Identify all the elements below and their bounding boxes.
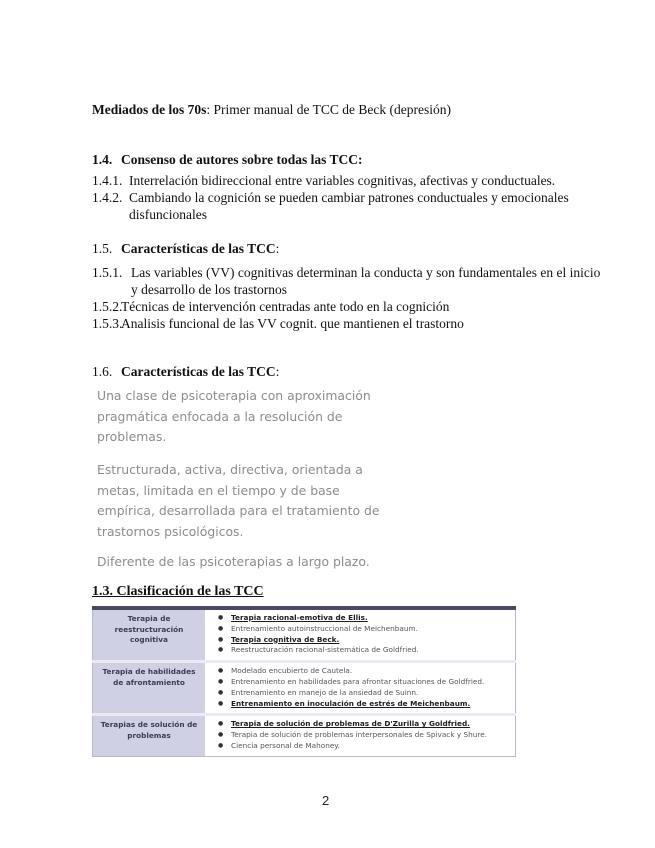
category-cell: Terapias de solución de problemas [93, 715, 206, 756]
section-1-6-number: 1.6. [92, 364, 113, 379]
item-1-5-1-line2: y desarrollo de los trastornos [131, 282, 287, 297]
section-1-4-heading [92, 151, 112, 168]
section-1-3-title: 1.3. Clasificación de las TCC [92, 584, 264, 599]
list-item: ● Terapia de solución de problemas interpersonales de Spivack y Shure. [231, 730, 509, 741]
list-item: ● Terapia de solución de problemas de D'Zurilla y Goldfried. [231, 719, 509, 730]
section-1-5-number: 1.5. [92, 241, 113, 256]
item-1-4-1-text: Interrelación bidireccional entre variables cognitivas, afectivas y conductuales. [129, 173, 556, 188]
list-item: ● Entrenamiento autoinstruccional de Meichenbaum. [231, 624, 509, 635]
category-cell: Terapia de habilidades de afrontamiento [93, 662, 206, 715]
item-1-4-2-line2: disfuncionales [129, 207, 207, 222]
section-1-6-paragraph-1: Una clase de psicoterapia con aproximación pragmática enfocada a la resolución de problemas. [97, 388, 371, 444]
item-1-5-1-line1: Las variables (VV) cognitivas determinan la conducta y son fundamentales en el inicio [131, 265, 601, 280]
table-row [93, 662, 516, 715]
items-cell [205, 662, 516, 715]
intro-line [92, 101, 451, 118]
item-1-4-1-number: 1.4.1. [92, 173, 123, 188]
item-1-5-2-number: 1.5.2. [92, 299, 123, 314]
list-item: ● Entrenamiento en inoculación de estrés de Meichenbaum. [231, 699, 509, 710]
section-1-6-title: Características de las TCC: [121, 364, 280, 379]
list-item: ● Reestructuración racional-sistemática de Goldfried. [231, 645, 509, 656]
item-1-5-1-number: 1.5.1. [92, 265, 123, 280]
intro-rest: : Primer manual de TCC de Beck (depresión) [206, 102, 451, 117]
item-1-4-2-line1: Cambiando la cognición se pueden cambiar patrones conductuales y emocionales [129, 190, 569, 205]
items-cell [205, 608, 516, 662]
list-item: ● Terapia racional-emotiva de Ellis. [231, 613, 509, 624]
classification-table [92, 606, 516, 757]
items-cell [205, 715, 516, 756]
item-1-5-2-text: Técnicas de intervención centradas ante todo en la cognición [121, 299, 450, 314]
page-number: 2 [322, 793, 330, 808]
table-row [93, 715, 516, 756]
section-1-4-number: 1.4. [92, 152, 113, 167]
item-1-5-3-number: 1.5.3. [92, 316, 123, 331]
list-item: ● Terapia cognitiva de Beck. [231, 635, 509, 646]
item-1-5-3-text: Analisis funcional de las VV cognit. que mantienen el trastorno [121, 316, 464, 331]
intro-bold: Mediados de los 70s [92, 102, 207, 117]
category-cell: Terapia de reestructuración cognitiva [93, 608, 206, 662]
list-item: ● Entrenamiento en manejo de la ansiedad de Suinn. [231, 688, 509, 699]
table-row [93, 608, 516, 662]
section-1-4-title: Consenso de autores sobre todas las TCC: [121, 152, 363, 167]
section-1-6-paragraph-2: Estructurada, activa, directiva, orientada a metas, limitada en el tiempo y de base empírica, desarrollada para el tratamiento de trastornos psicológicos. [97, 462, 380, 539]
item-1-4-2-number: 1.4.2. [92, 190, 123, 205]
list-item: ● Modelado encubierto de Cautela. [231, 666, 509, 677]
list-item: ● Entrenamiento en habilidades para afrontar situaciones de Goldfried. [231, 677, 509, 688]
section-1-6-paragraph-3: Diferente de las psicoterapias a largo plazo. [97, 554, 370, 569]
list-item: ● Ciencia personal de Mahoney. [231, 741, 509, 752]
section-1-5-title: Características de las TCC: [121, 241, 280, 256]
